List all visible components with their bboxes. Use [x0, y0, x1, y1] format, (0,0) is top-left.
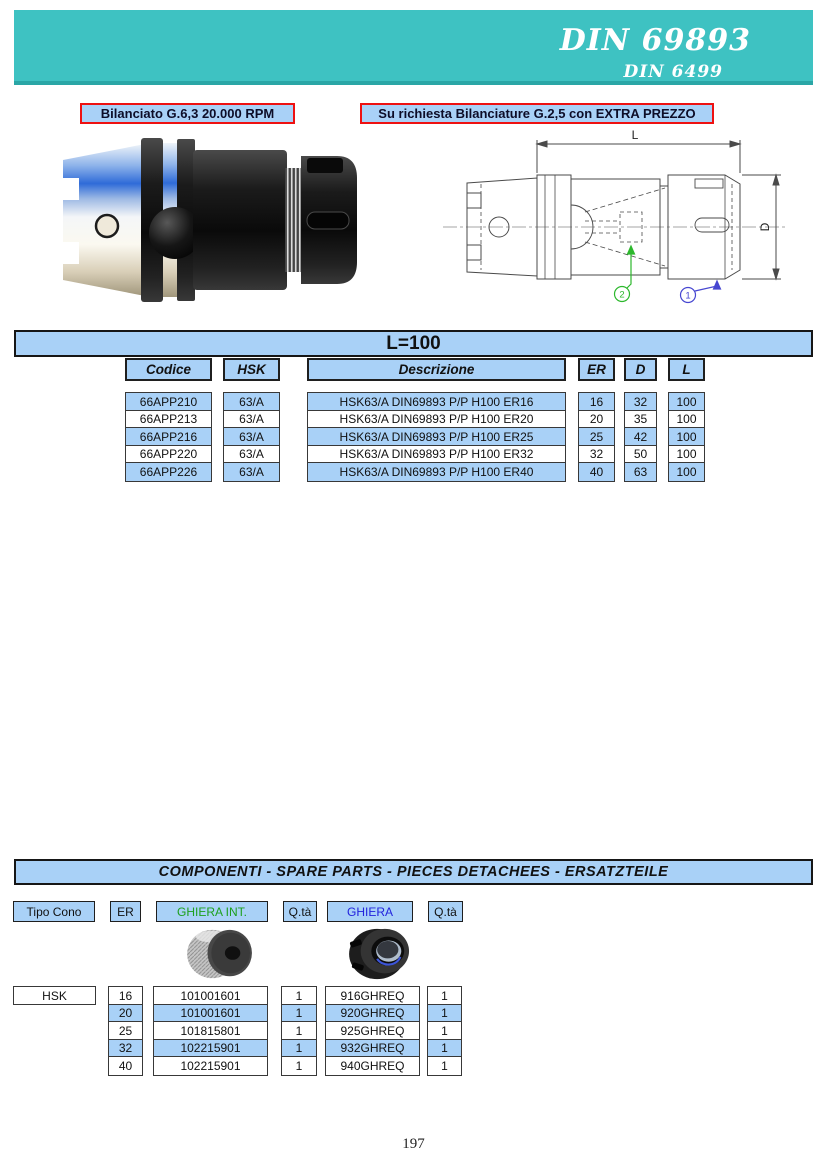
column-header-l: L	[668, 358, 705, 381]
badge-extra-price: Su richiesta Bilanciature G.2,5 con EXTRA PREZZO	[360, 103, 714, 124]
spare-header-qta-2: Q.tà	[428, 901, 463, 922]
main-table-col-l	[668, 392, 705, 482]
table-cell: 1	[281, 1039, 317, 1058]
table-cell: 63	[624, 462, 657, 481]
spare-col-er	[108, 986, 143, 1076]
table-cell: 916GHREQ	[325, 986, 420, 1005]
product-photo	[55, 130, 365, 310]
spare-header-tipo-cono: Tipo Cono	[13, 901, 95, 922]
main-table-col-er	[578, 392, 615, 482]
table-cell: 25	[108, 1021, 143, 1040]
column-header-codice: Codice	[125, 358, 212, 381]
table-cell: 1	[427, 1004, 462, 1023]
spare-col-qta-2	[427, 986, 462, 1076]
table-cell: 63/A	[223, 462, 280, 481]
ghiera-int-image	[185, 925, 257, 983]
table-cell: 1	[281, 986, 317, 1005]
table-cell: 66APP213	[125, 410, 212, 429]
table-cell: 940GHREQ	[325, 1056, 420, 1075]
table-cell: 35	[624, 410, 657, 429]
table-cell: 1	[427, 986, 462, 1005]
table-cell: 66APP226	[125, 462, 212, 481]
table-cell: 1	[427, 1056, 462, 1075]
table-cell: 102215901	[153, 1056, 268, 1075]
ghiera-image	[345, 925, 417, 983]
spare-header-ghiera: GHIERA	[327, 901, 413, 922]
dim-label-diameter: D	[758, 222, 772, 232]
table-cell: 16	[108, 986, 143, 1005]
dim-label-length: L	[631, 128, 639, 142]
spare-header-er: ER	[110, 901, 141, 922]
table-cell: 66APP210	[125, 392, 212, 411]
table-cell: 100	[668, 445, 705, 464]
page-title: DIN 69893	[559, 23, 751, 58]
table-cell: 40	[578, 462, 615, 481]
table-cell: 101001601	[153, 1004, 268, 1023]
table-cell: 63/A	[223, 410, 280, 429]
spare-col-ghiera	[325, 986, 420, 1076]
table-cell: 920GHREQ	[325, 1004, 420, 1023]
table-cell: 40	[108, 1056, 143, 1075]
spare-tipo-cono-value: HSK	[13, 986, 96, 1005]
technical-drawing	[435, 126, 805, 318]
table-cell: 32	[578, 445, 615, 464]
table-cell: 32	[624, 392, 657, 411]
table-cell: 101001601	[153, 986, 268, 1005]
table-cell: 925GHREQ	[325, 1021, 420, 1040]
table-cell: 1	[427, 1039, 462, 1058]
table-cell: 20	[108, 1004, 143, 1023]
table-cell: 1	[281, 1021, 317, 1040]
size-banner: L=100	[14, 330, 813, 357]
table-cell: 100	[668, 427, 705, 446]
table-cell: 100	[668, 392, 705, 411]
main-table-col-codice	[125, 392, 212, 482]
main-table-col-d	[624, 392, 657, 482]
table-cell: HSK63/A DIN69893 P/P H100 ER20	[307, 410, 566, 429]
main-table-col-descrizione	[307, 392, 566, 482]
table-cell: HSK63/A DIN69893 P/P H100 ER40	[307, 462, 566, 481]
table-cell: HSK63/A DIN69893 P/P H100 ER32	[307, 445, 566, 464]
header-banner	[14, 10, 813, 85]
spare-header-ghiera-int: GHIERA INT.	[156, 901, 268, 922]
table-cell: 100	[668, 410, 705, 429]
table-cell: 16	[578, 392, 615, 411]
spare-header-qta-1: Q.tà	[283, 901, 317, 922]
callout-2: 2	[619, 289, 625, 301]
column-header-descrizione: Descrizione	[307, 358, 566, 381]
table-cell: HSK63/A DIN69893 P/P H100 ER16	[307, 392, 566, 411]
column-header-hsk: HSK	[223, 358, 280, 381]
column-header-er: ER	[578, 358, 615, 381]
badge-balanced: Bilanciato G.6,3 20.000 RPM	[80, 103, 295, 124]
table-cell: 50	[624, 445, 657, 464]
column-header-d: D	[624, 358, 657, 381]
table-cell: 66APP220	[125, 445, 212, 464]
spare-col-qta-1	[281, 986, 317, 1076]
table-cell: 63/A	[223, 445, 280, 464]
table-cell: 63/A	[223, 427, 280, 446]
page-subtitle: DIN 6499	[623, 62, 723, 82]
table-cell: 1	[427, 1021, 462, 1040]
callout-1: 1	[685, 290, 691, 302]
table-cell: HSK63/A DIN69893 P/P H100 ER25	[307, 427, 566, 446]
table-cell: 100	[668, 462, 705, 481]
table-cell: 1	[281, 1056, 317, 1075]
table-cell: 1	[281, 1004, 317, 1023]
table-cell: 25	[578, 427, 615, 446]
table-cell: 32	[108, 1039, 143, 1058]
spare-col-ghiera-int	[153, 986, 268, 1076]
components-banner: COMPONENTI - SPARE PARTS - PIECES DETACHEES - ERSATZTEILE	[14, 859, 813, 885]
table-cell: 42	[624, 427, 657, 446]
table-cell: 932GHREQ	[325, 1039, 420, 1058]
table-cell: 101815801	[153, 1021, 268, 1040]
table-cell: 20	[578, 410, 615, 429]
table-cell: 66APP216	[125, 427, 212, 446]
table-cell: 102215901	[153, 1039, 268, 1058]
page-number: 197	[402, 1136, 425, 1152]
main-table-col-hsk	[223, 392, 280, 482]
table-cell: 63/A	[223, 392, 280, 411]
